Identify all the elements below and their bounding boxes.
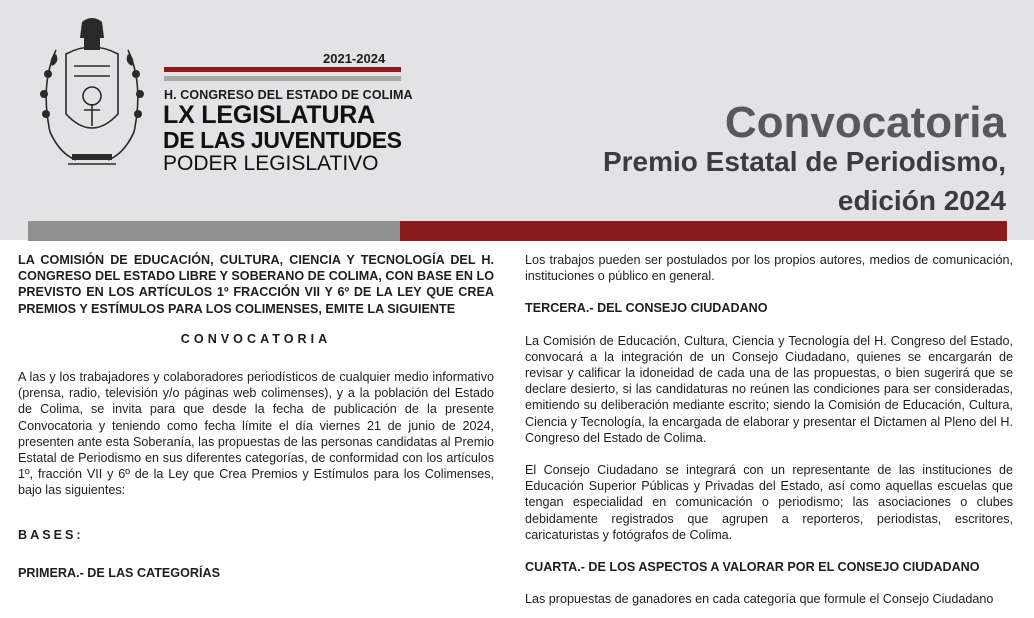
document-subtitle-line2: edición 2024	[837, 185, 1006, 216]
gray-divider-bar	[28, 221, 400, 241]
red-stripe	[164, 67, 401, 72]
document-header	[0, 0, 1034, 240]
convocatoria-heading: CONVOCATORIA	[180, 331, 332, 346]
branch-name: PODER LEGISLATIVO	[163, 152, 379, 175]
tercera-paragraph-1: La Comisión de Educación, Cultura, Ciencia y Tecnología del H. Congreso del Estado, convocará a la integración de un Consejo Ciudadano, quienes se encargarán de revisar y calificar la idoneidad de cada una de las propuestas, o bien sugerirá que se declare desierto, si las candidaturas no reúnen las condiciones para ser consideradas, emitiendo su deliberación mediante escrito; siendo la Comisión de Educación, Cultura, Ciencia y Tecnología, la encargada de elaborar y presentar el Dictamen al Pleno del H. Congreso del Estado de Colima.	[525, 333, 1013, 445]
document-title: Convocatoria	[724, 98, 1006, 147]
cuarta-paragraph-1: Las propuestas de ganadores en cada categoría que formule el Consejo Ciudadano	[525, 592, 994, 607]
red-divider-bar	[400, 221, 1007, 241]
left-column	[18, 252, 494, 581]
document-subtitle-line1: Premio Estatal de Periodismo,	[602, 146, 1006, 177]
postulation-paragraph: Los trabajos pueden ser postulados por los propios autores, medios de comunicación, instituciones o público en general.	[525, 253, 1013, 284]
state-seal-icon	[26, 14, 158, 174]
intro-paragraph: LA COMISIÓN DE EDUCACIÓN, CULTURA, CIENCIA Y TECNOLOGÍA DEL H. CONGRESO DEL ESTADO LIBRE Y SOBERANO DE COLIMA, CON BASE EN LO PREVISTO EN LOS ARTÍCULOS 1º FRACCIÓN VII Y 6º DE LA LEY QUE CREA PREMIOS Y ESTÍMULOS PARA LOS COLIMENSES, EMITE LA SIGUIENTE	[18, 253, 494, 316]
tercera-heading: TERCERA.- DEL CONSEJO CIUDADANO	[525, 301, 768, 316]
convocatoria-body: A las y los trabajadores y colaboradores periodísticos de cualquier medio informativo (prensa, radio, televisión y/o páginas web colimenses), y a la población del Estado de Colima, se invita para que desde la fecha de publicación de la presente Convocatoria y teniendo como fecha límite el día viernes 21 de junio de 2024, presenten ante esta Soberanía, las propuestas de las personas candidatas al Premio Estatal de Periodismo en sus diferentes categorías, de conformidad con los artículos 1º, fracción VII y 6º de la Ley que Crea Premios y Estímulos para los Colimenses, bajo las siguientes:	[18, 370, 494, 498]
legislature-years: 2021-2024	[323, 51, 386, 66]
right-column	[525, 252, 1013, 607]
bases-heading: BASES:	[18, 527, 84, 542]
gray-stripe	[164, 76, 401, 81]
cuarta-heading: CUARTA.- DE LOS ASPECTOS A VALORAR POR EL CONSEJO CIUDADANO	[525, 560, 980, 575]
tercera-paragraph-2: El Consejo Ciudadano se integrará con un representante de las instituciones de Educación Superior Públicas y Privadas del Estado, así como aquellas escuelas que tengan especialidad en comunicación o periodismo; las asociaciones o clubes debidamente registrados que agrupen a reporteros, periodistas, escritores, caricaturistas y fotógrafos de Colima.	[525, 463, 1013, 542]
legislature-title: LX LEGISLATURA	[163, 101, 376, 129]
legislature-subtitle: DE LAS JUVENTUDES	[163, 127, 402, 153]
congress-name: H. CONGRESO DEL ESTADO DE COLIMA	[164, 88, 413, 102]
primera-heading: PRIMERA.- DE LAS CATEGORÍAS	[18, 565, 220, 580]
